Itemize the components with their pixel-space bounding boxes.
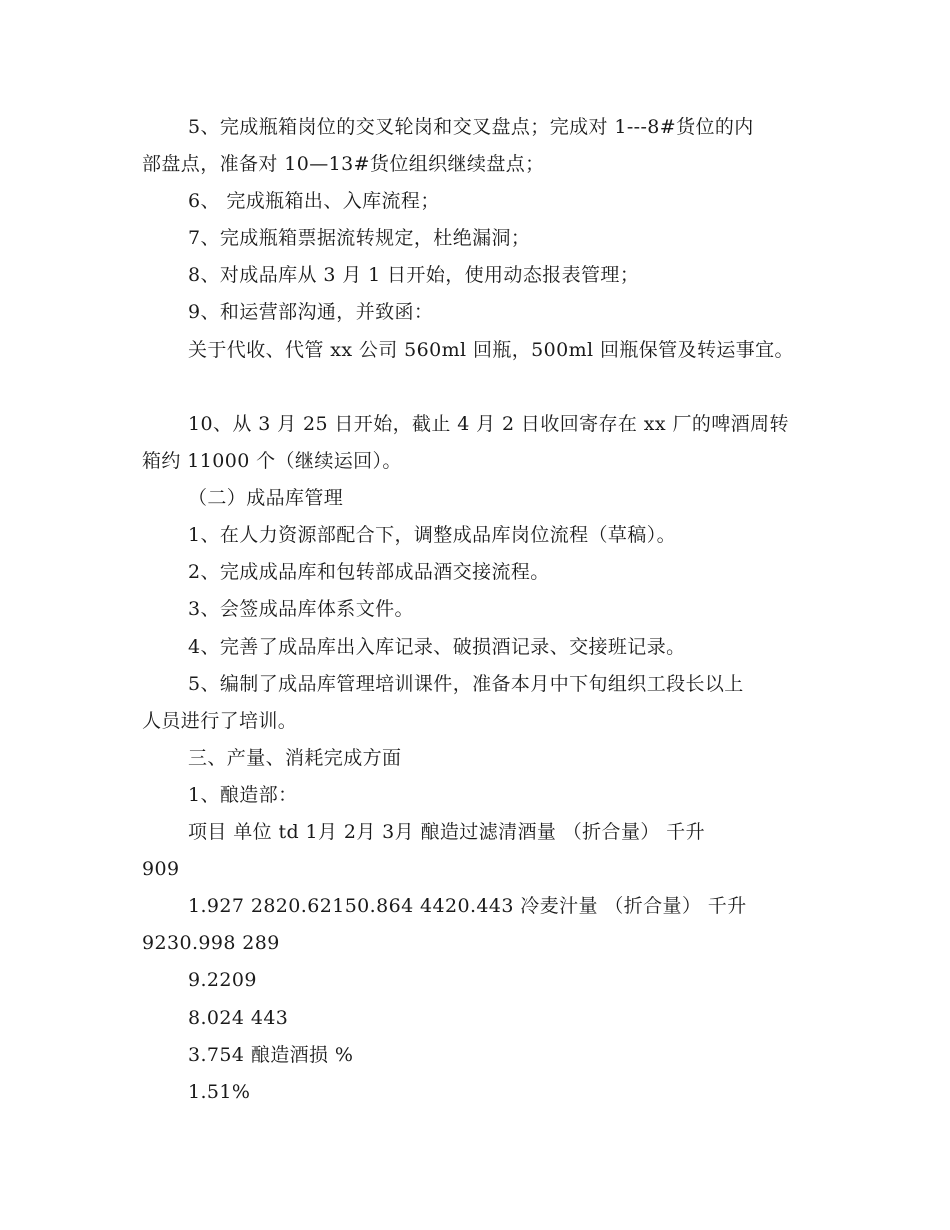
paragraph-item-5-line-2: 部盘点，准备对 10—13#货位组织继续盘点； [142, 153, 545, 175]
paragraph-letter-subject: 关于代收、代管 xx 公司 560ml 回瓶，500ml 回瓶保管及转运事宜。 [188, 339, 794, 361]
paragraph-fg-item-5-line-1: 5、编制了成品库管理培训课件，准备本月中下旬组织工段长以上 [188, 673, 744, 695]
paragraph-item-10-line-1: 10、从 3 月 25 日开始，截止 4 月 2 日收回寄存在 xx 厂的啤酒周转 [188, 413, 789, 435]
paragraph-fg-item-3: 3、会签成品库体系文件。 [188, 598, 414, 620]
section-heading-output: 三、产量、消耗完成方面 [188, 747, 402, 769]
data-row-2: 909 [142, 858, 180, 880]
data-row-5: 9.2209 [188, 969, 257, 991]
data-row-3: 1.927 2820.62150.864 4420.443 冷麦汁量 （折合量） 千升 [188, 895, 747, 917]
paragraph-item-9: 9、和运营部沟通，并致函： [188, 301, 434, 323]
subheading-brewing: 1、酿造部： [188, 784, 298, 806]
paragraph-fg-item-1: 1、在人力资源部配合下，调整成品库岗位流程（草稿）。 [188, 524, 676, 546]
section-heading-finished-goods: （二）成品库管理 [188, 487, 344, 509]
paragraph-fg-item-4: 4、完善了成品库出入库记录、破损酒记录、交接班记录。 [188, 636, 686, 658]
data-row-8: 1.51% [188, 1081, 251, 1103]
data-row-6: 8.024 443 [188, 1007, 289, 1029]
paragraph-item-7: 7、完成瓶箱票据流转规定，杜绝漏洞； [188, 227, 531, 249]
data-row-4: 9230.998 289 [142, 932, 280, 954]
paragraph-item-5-line-1: 5、完成瓶箱岗位的交叉轮岗和交叉盘点；完成对 1---8#货位的内 [188, 116, 754, 138]
paragraph-item-8: 8、对成品库从 3 月 1 日开始，使用动态报表管理； [188, 264, 640, 286]
paragraph-item-6: 6、 完成瓶箱出、入库流程； [188, 190, 440, 212]
data-row-7: 3.754 酿造酒损 % [188, 1044, 354, 1066]
data-row-1: 项目 单位 td 1月 2月 3月 酿造过滤清酒量 （折合量） 千升 [188, 821, 705, 843]
paragraph-fg-item-2: 2、完成成品库和包转部成品酒交接流程。 [188, 561, 550, 583]
paragraph-fg-item-5-line-2: 人员进行了培训。 [142, 710, 298, 732]
paragraph-item-10-line-2: 箱约 11000 个（继续运回）。 [142, 450, 402, 472]
